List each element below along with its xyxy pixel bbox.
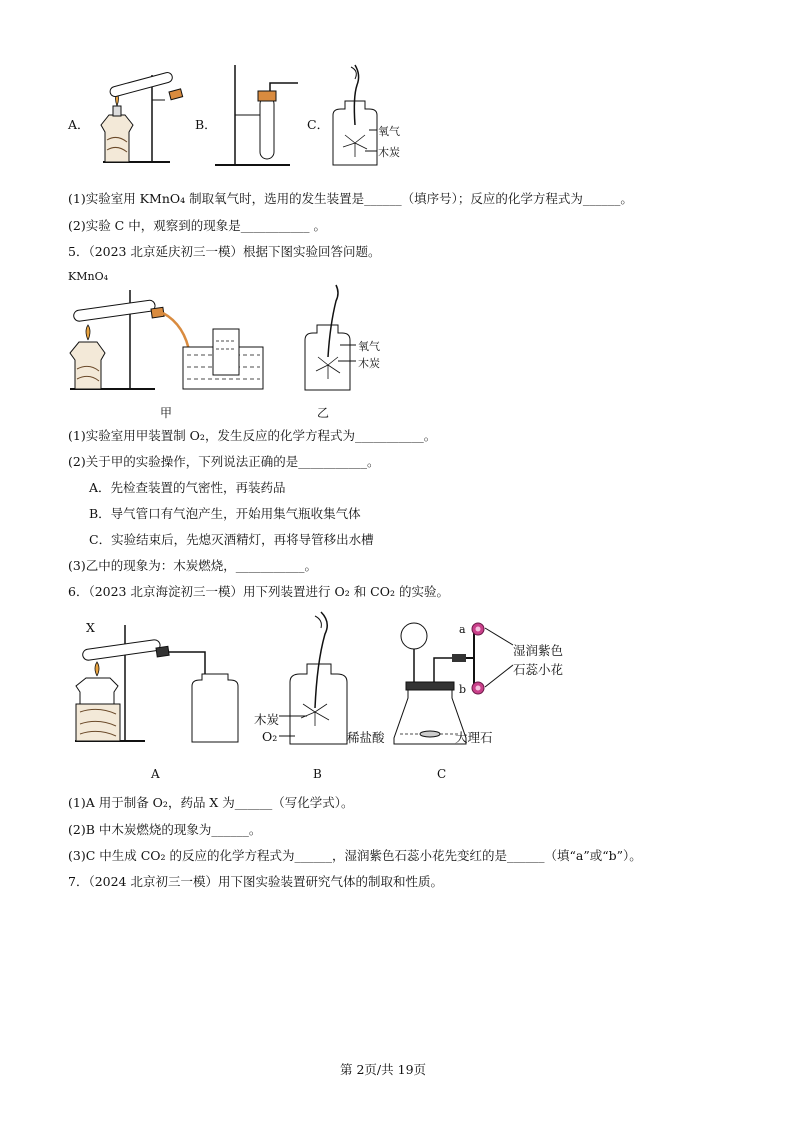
label-o2: O₂ xyxy=(262,729,278,744)
label-carbon: 木炭 xyxy=(378,146,400,159)
label-oxygen: 氧气 xyxy=(358,340,380,353)
pointer-lines xyxy=(485,625,515,690)
label-b: b xyxy=(459,683,467,696)
apparatus-c-carbon-burning xyxy=(325,65,385,170)
kmno4-label: KMnO₄ xyxy=(68,270,108,283)
q4-subquestion-2: (2)实验 C 中，观察到的现象是___________ 。 xyxy=(68,218,326,233)
q5-subquestion-2: (2)关于甲的实验操作，下列说法正确的是___________。 xyxy=(68,454,380,469)
page-number: 第 2页/共 19页 xyxy=(340,1062,427,1077)
option-c-label: C． xyxy=(307,117,330,132)
label-oxygen: 氧气 xyxy=(378,125,400,138)
figure-caption-yi: 乙 xyxy=(317,406,330,420)
litmus-flower-a-icon xyxy=(471,622,485,636)
q6-subquestion-2: (2)B 中木炭燃烧的现象为______。 xyxy=(68,822,262,837)
label-marble: 大理石 xyxy=(455,730,493,745)
label-carbon: 木炭 xyxy=(358,357,380,370)
label-flower-line1: 湿润紫色 xyxy=(513,643,564,658)
apparatus-a-heating-tube xyxy=(95,70,190,165)
option-a-label: A． xyxy=(68,117,90,132)
q6-subquestion-1: (1)A 用于制备 O₂，药品 X 为______（写化学式）。 xyxy=(68,795,354,810)
q6-subquestion-3: (3)C 中生成 CO₂ 的反应的化学方程式为______，湿润紫色石蕊小花先变红的是______（填“a”或“b”）。 xyxy=(68,848,642,863)
q7-title: 7．（2024 北京初三一模）用下图实验装置研究气体的制取和性质。 xyxy=(68,874,443,889)
figure-caption-a: A xyxy=(151,767,160,781)
label-dilute-hcl: 稀盐酸 xyxy=(347,730,385,745)
apparatus-b-test-tube-stand xyxy=(210,65,305,170)
figure-caption-b: B xyxy=(313,767,322,781)
apparatus-a-o2-preparation xyxy=(70,620,245,745)
q5-option-c: C．实验结束后，先熄灭酒精灯，再将导管移出水槽 xyxy=(89,532,374,547)
litmus-flower-b-icon xyxy=(471,681,485,695)
q6-title: 6．（2023 北京海淀初三一模）用下列装置进行 O₂ 和 CO₂ 的实验。 xyxy=(68,584,449,599)
q5-subquestion-1: (1)实验室用甲装置制 O₂，发生反应的化学方程式为___________。 xyxy=(68,428,437,443)
label-carbon: 木炭 xyxy=(254,712,280,727)
label-flower-line2: 石蕊小花 xyxy=(513,662,564,677)
apparatus-jia-kmno4-collection xyxy=(65,285,270,395)
option-b-label: B． xyxy=(195,117,217,132)
q4-subquestion-1: (1)实验室用 KMnO₄ 制取氧气时，选用的发生装置是______（填序号）；反应的化学方程式为______。 xyxy=(68,191,633,206)
label-a: a xyxy=(459,623,466,636)
q5-subquestion-3: (3)乙中的现象为：木炭燃烧，___________。 xyxy=(68,558,317,573)
label-x: X xyxy=(86,620,95,635)
apparatus-yi-carbon-burning xyxy=(300,285,360,395)
figure-caption-jia: 甲 xyxy=(160,406,173,420)
q5-title: 5．（2023 北京延庆初三一模）根据下图实验回答问题。 xyxy=(68,244,381,259)
q5-option-a: A．先检查装置的气密性，再装药品 xyxy=(89,480,286,495)
figure-caption-c: C xyxy=(437,767,447,781)
q5-option-b: B．导气管口有气泡产生，开始用集气瓶收集气体 xyxy=(89,506,361,521)
apparatus-b-carbon-in-o2 xyxy=(285,612,355,747)
